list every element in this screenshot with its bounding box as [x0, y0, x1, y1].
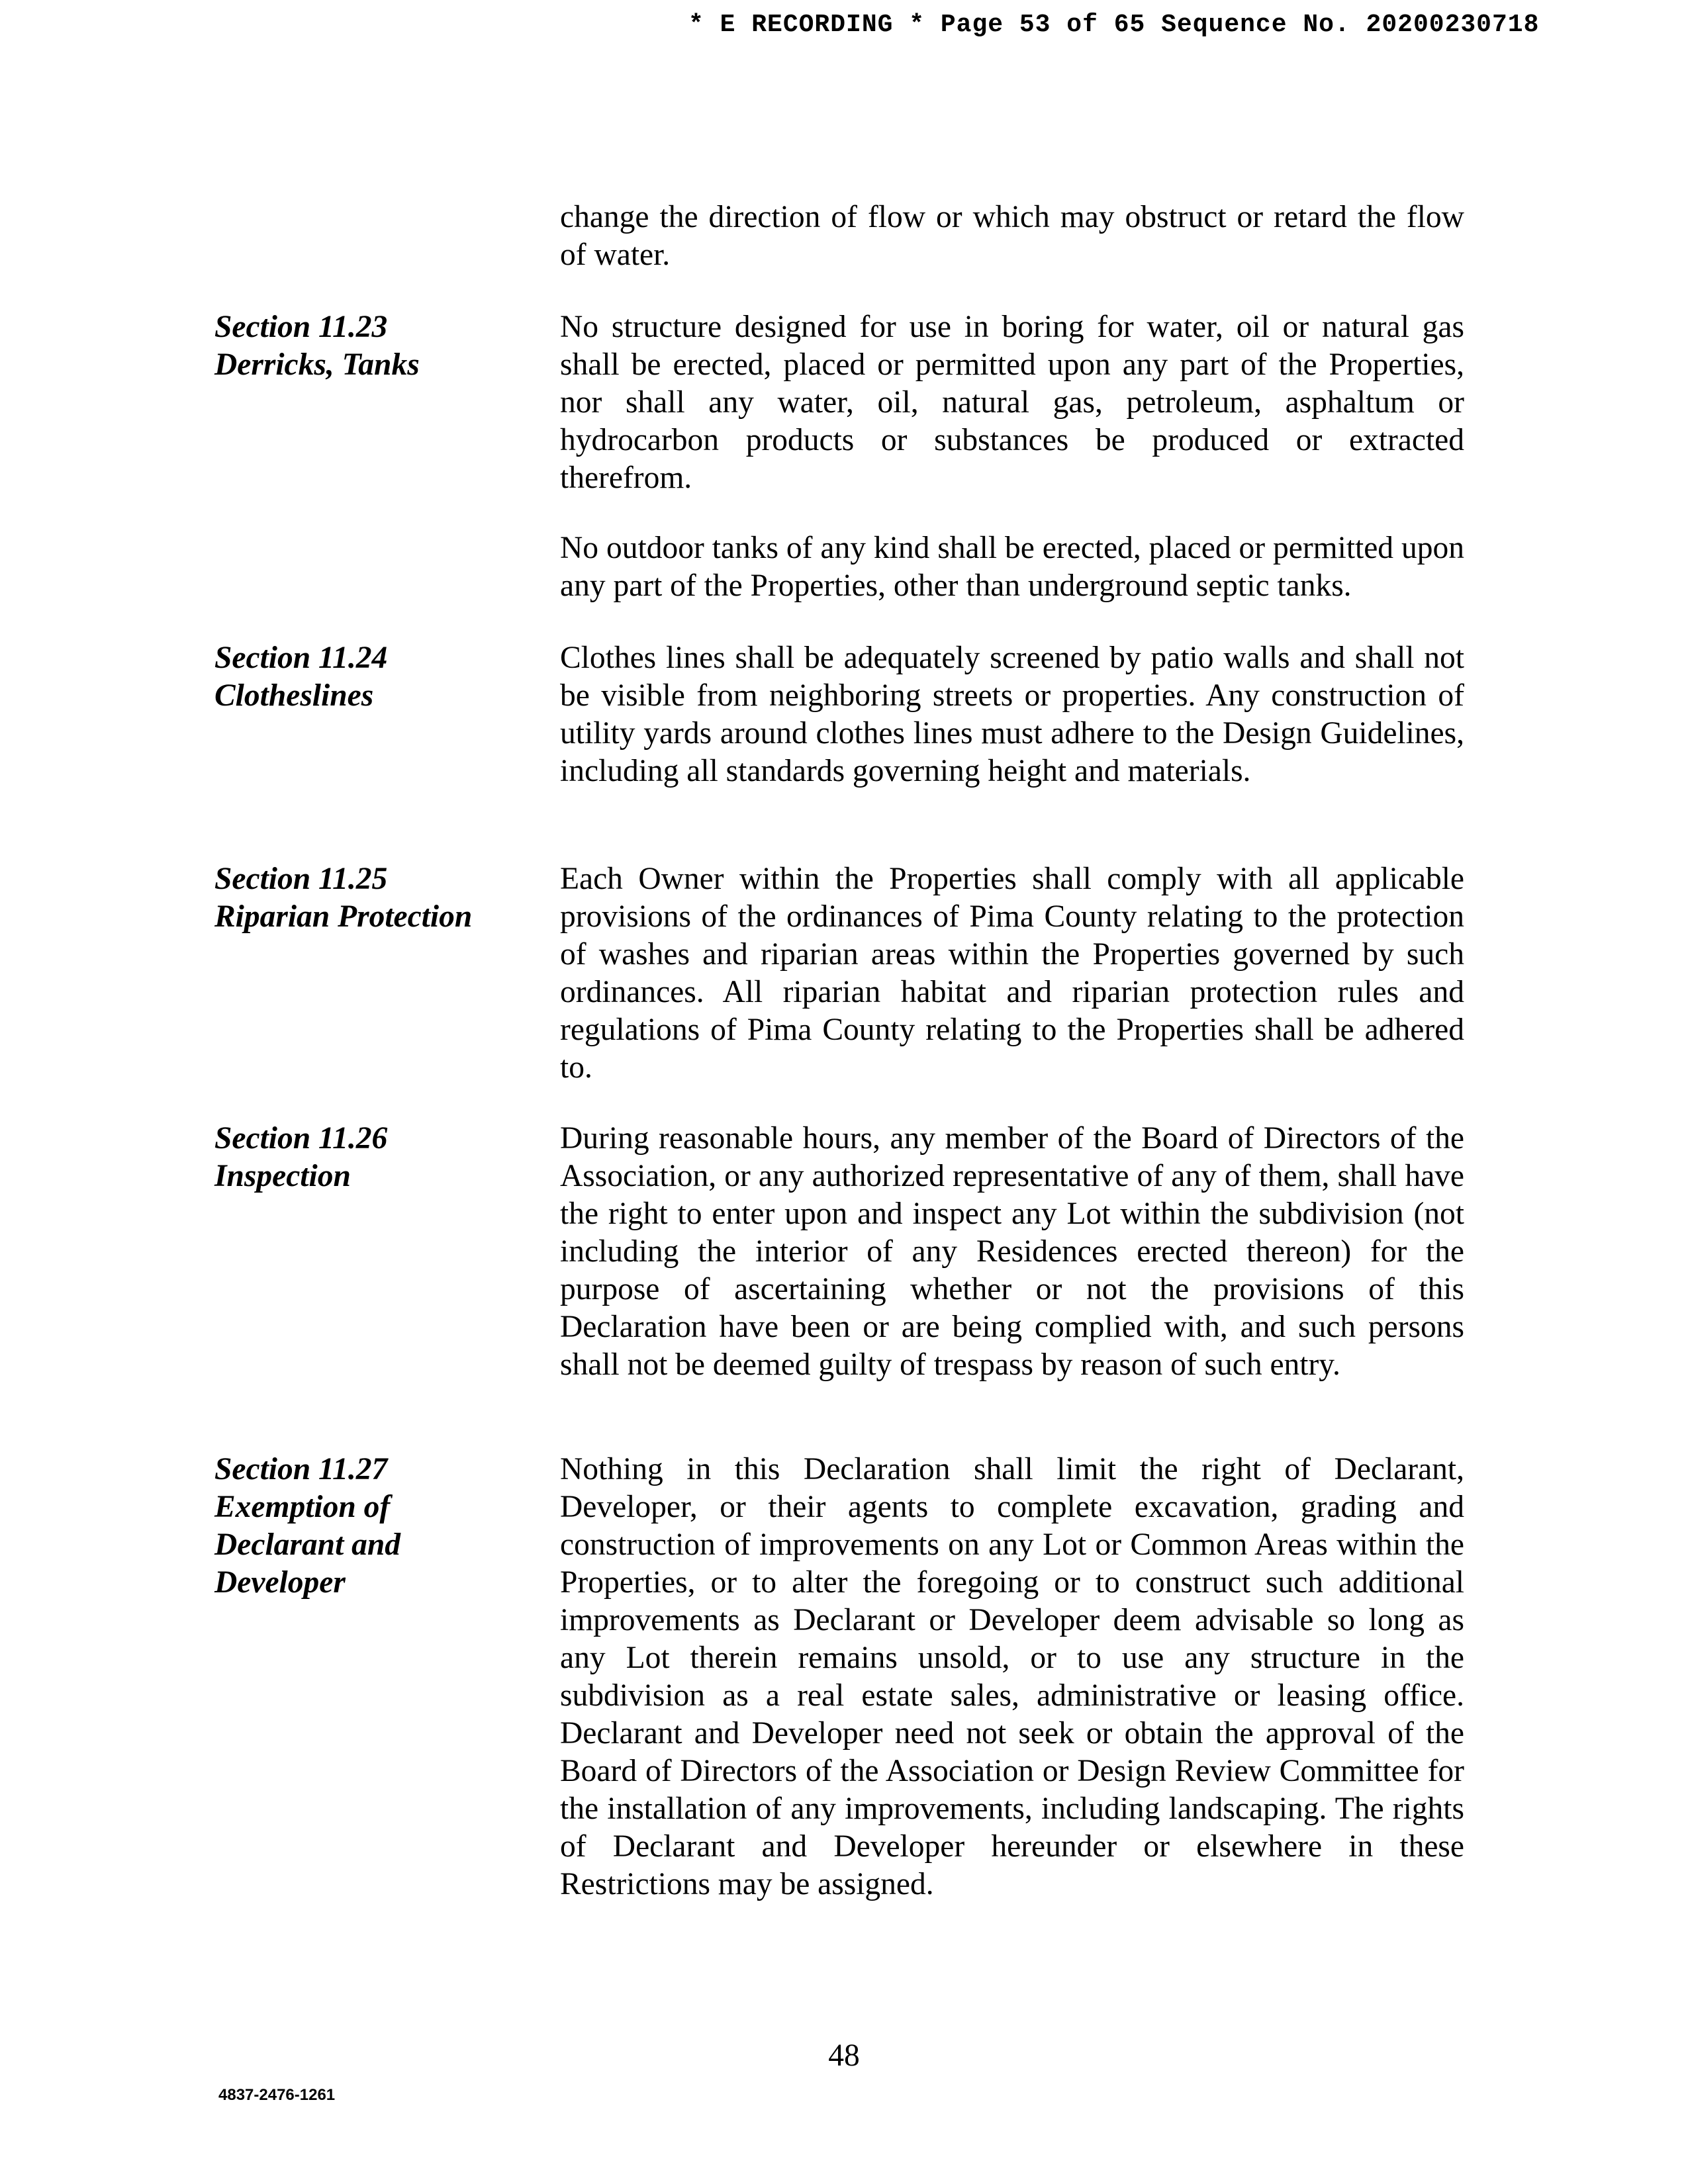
- section-title-line: Exemption of: [214, 1490, 391, 1524]
- section-11-27-paragraph: Nothing in this Declaration shall limit the right of Declarant, Developer, or their agents to complete excavation, grading and construction of improvements on any Lot or Common Areas within the Properties, or to alter the foregoing or to construct such additional improvements as Declarant or Developer deem advisable so long as any Lot therein remains unsold, or to use any structure in the subdivision as a real estate sales, administrative or leasing office. Declarant and Developer need not seek or obtain the approval of the Board of Directors of the Association or Design Review Committee for the installation of any improvements, including landscaping. The rights of Declarant and Developer hereunder or elsewhere in these Restrictions may be assigned.: [560, 1452, 1464, 1901]
- section-number: Section 11.24: [214, 641, 388, 675]
- document-id: 4837-2476-1261: [218, 2086, 336, 2104]
- section-11-26-paragraph: During reasonable hours, any member of the Board of Directors of the Association, or any authorized representative of any of them, shall have the right to enter upon and inspect any Lot within the subdivision (not including the interior of any Residences erected thereon) for the purpose of ascertaining whether or not the provisions of this Declaration have been or are being complied with, and such persons shall not be deemed guilty of trespass by reason of such entry.: [560, 1121, 1464, 1382]
- page-number: 48: [828, 2038, 860, 2073]
- section-11-26-heading: [214, 1120, 519, 1195]
- section-title-line: Declarant and: [214, 1527, 401, 1562]
- section-11-23-heading: [214, 308, 519, 384]
- section-title-line: Clotheslines: [214, 678, 374, 713]
- section-title-line: Inspection: [214, 1159, 351, 1193]
- section-11-23-paragraph-2: No outdoor tanks of any kind shall be erected, placed or permitted upon any part of the Properties, other than underground septic tanks.: [560, 531, 1464, 603]
- recording-stamp: * E RECORDING * Page 53 of 65 Sequence No. 20200230718: [688, 11, 1540, 39]
- section-title-line: Derricks, Tanks: [214, 347, 420, 382]
- continuation-paragraph: change the direction of flow or which may obstruct or retard the flow of water.: [560, 200, 1464, 272]
- section-11-25-heading: [214, 860, 519, 936]
- section-number: Section 11.25: [214, 862, 388, 896]
- section-11-27-heading: [214, 1451, 519, 1602]
- section-number: Section 11.27: [214, 1452, 388, 1486]
- section-title-line: Developer: [214, 1565, 346, 1600]
- section-11-24-heading: [214, 639, 519, 715]
- section-number: Section 11.26: [214, 1121, 388, 1156]
- section-11-25-paragraph: Each Owner within the Properties shall comply with all applicable provisions of the ordinances of Pima County relating to the protection of washes and riparian areas within the Properties governed by such ordinances. All riparian habitat and riparian protection rules and regulations of Pima County relating to the Properties shall be adhered to.: [560, 862, 1464, 1085]
- section-title-line: Riparian Protection: [214, 899, 473, 934]
- section-11-24-paragraph: Clothes lines shall be adequately screened by patio walls and shall not be visible from neighboring streets or properties. Any construction of utility yards around clothes lines must adhere to the Design Guidelines, including all standards governing height and materials.: [560, 641, 1464, 788]
- section-number: Section 11.23: [214, 310, 388, 344]
- section-11-23-paragraph-1: No structure designed for use in boring for water, oil or natural gas shall be erected, placed or permitted upon any part of the Properties, nor shall any water, oil, natural gas, petroleum, asphaltum or hydrocarbon products or substances be produced or extracted therefrom.: [560, 310, 1464, 495]
